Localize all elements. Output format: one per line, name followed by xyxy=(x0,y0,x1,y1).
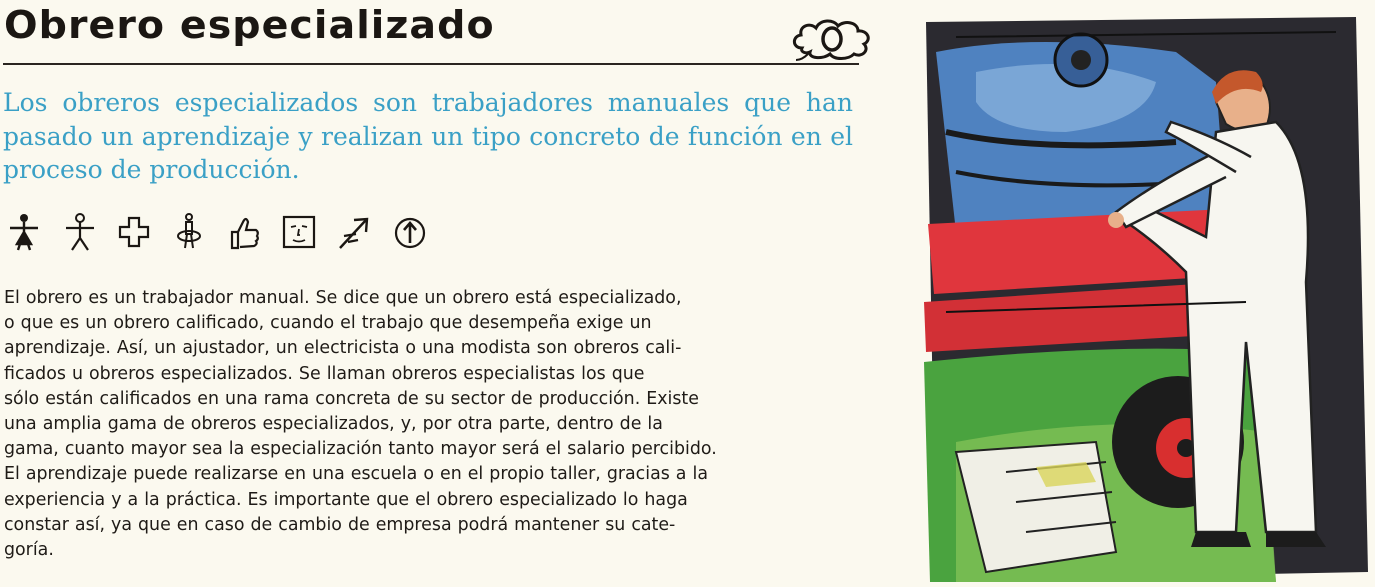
body-line: ficados u obreros especializados. Se llaman obreros especialistas los que xyxy=(4,363,645,384)
body-line: constar así, ya que en caso de cambio de empresa podrá mantener su cate- xyxy=(4,514,676,535)
body-line: goría. xyxy=(4,540,54,561)
man-figure-icon xyxy=(62,212,98,252)
arrow-up-right-icon xyxy=(336,212,372,252)
body-paragraph xyxy=(4,286,855,563)
body-line: experiencia y a la práctica. Es importante que el obrero especializado lo haga xyxy=(4,489,688,510)
body-line: El obrero es un trabajador manual. Se dice que un obrero está especializado, xyxy=(4,288,682,308)
person-with-ring-icon xyxy=(171,212,207,252)
woman-figure-icon xyxy=(6,212,42,252)
circled-up-arrow-icon xyxy=(392,212,428,252)
face-icon xyxy=(281,212,317,252)
body-line: o que es un obrero calificado, cuando el trabajo que desempeña exige un xyxy=(4,313,652,334)
thought-cloud-icon xyxy=(788,14,878,62)
thumbs-up-icon xyxy=(226,212,262,252)
symbol-row xyxy=(6,212,446,256)
page-title: Obrero especializado xyxy=(4,3,495,47)
cross-icon xyxy=(116,212,152,252)
body-line: aprendizaje. Así, un ajustador, un electricista o una modista son obreros cali- xyxy=(4,338,682,359)
body-line: una amplia gama de obreros especializados, y, por otra parte, dentro de la xyxy=(4,414,663,435)
title-divider xyxy=(3,63,859,65)
intro-paragraph: Los obreros especializados son trabajadores manuales que han pasado un aprendizaje y realizan un tipo concreto de función en el proceso de producción. xyxy=(3,88,853,184)
mechanic-illustration xyxy=(916,12,1372,584)
body-line: gama, cuanto mayor sea la especialización tanto mayor será el salario percibido. xyxy=(4,439,717,460)
body-line: sólo están calificados en una rama concreta de su sector de producción. Existe xyxy=(4,388,699,409)
body-line: El aprendizaje puede realizarse en una escuela o en el propio taller, gracias a la xyxy=(4,464,708,485)
